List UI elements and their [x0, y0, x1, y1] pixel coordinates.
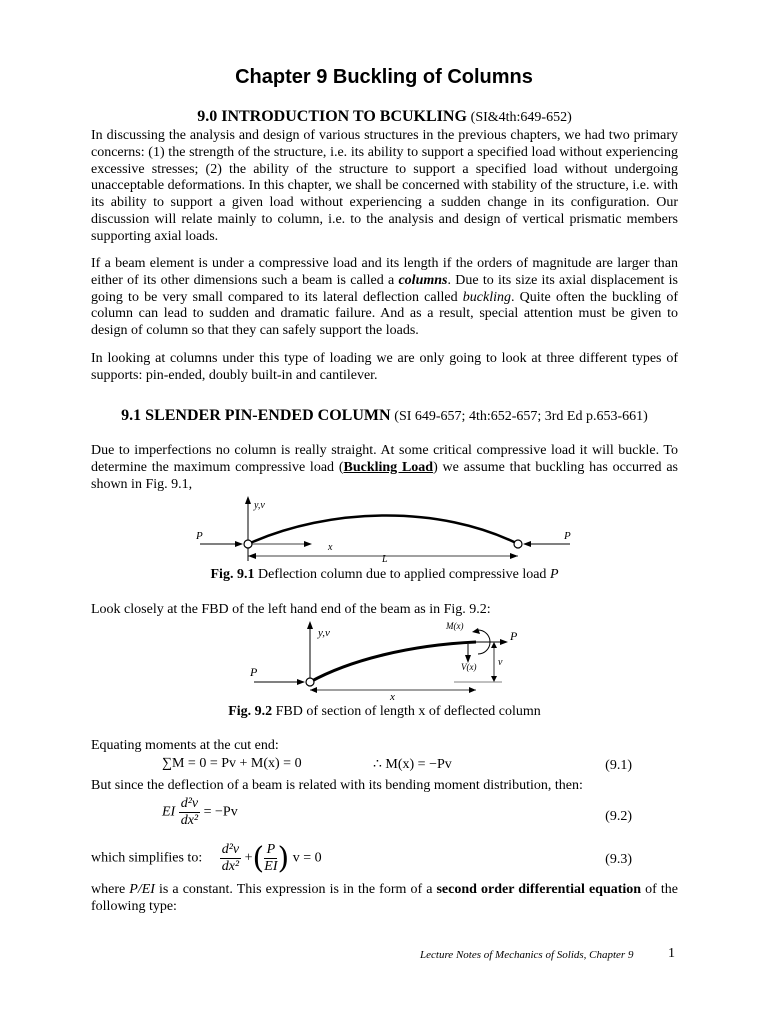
eq-ei: EI	[162, 804, 176, 820]
length-label: L	[382, 554, 388, 565]
term-second-order: second order differential equation	[436, 882, 642, 897]
load-label-right: P	[510, 629, 518, 643]
text: . Due to its size its axial displacement is going to be very small compared to its lateral deflection called	[91, 272, 678, 305]
section-title: 9.0 INTRODUCTION TO BCUKLING	[197, 108, 467, 125]
numerator: d²v	[221, 842, 240, 857]
denominator: dx²	[180, 813, 199, 828]
term-buckling-load: Buckling Load	[343, 459, 434, 475]
equation-number-9-3: (9.3)	[605, 852, 632, 867]
footer-text: Lecture Notes of Mechanics of Solids, Chapter 9	[420, 949, 634, 961]
text: where	[91, 882, 130, 897]
load-label-right: P	[564, 530, 571, 542]
text: . Quite often the buckling of column can lead to sudden and dramatic failure. And as a result, special attention must be given to design of column so that they can safely support the loads.	[91, 289, 678, 339]
section-title: 9.1 SLENDER PIN-ENDED COLUMN	[121, 407, 391, 424]
numerator: P	[264, 842, 277, 859]
equation-number-9-2: (9.2)	[605, 809, 632, 824]
equation-9-1-rhs: ∴ M(x) = −Pv	[373, 757, 452, 772]
length-label: x	[390, 691, 395, 703]
caption-label: Fig. 9.2	[228, 704, 273, 719]
page-number: 1	[668, 946, 675, 961]
figure-9-2	[240, 618, 540, 703]
text: is a constant. This expression is in the form of a	[154, 882, 437, 897]
term-buckling: buckling	[462, 289, 511, 305]
denominator: dx²	[221, 859, 240, 874]
eq-rhs: v = 0	[292, 850, 322, 866]
equation-number-9-1: (9.1)	[605, 758, 632, 773]
paragraph-deflection: But since the deflection of a beam is related with its bending moment distribution, then:	[91, 778, 583, 793]
deflection-label: v	[498, 657, 503, 668]
axis-label-x: x	[328, 542, 333, 553]
term-p-ei: P/EI	[129, 882, 155, 897]
denominator: EI	[264, 859, 278, 874]
paragraph-intro: In discussing the analysis and design of various structures in the previous chapters, we had two primary concerns: (1) the strength of the structure, i.e. its ability to support a specified load without experiencing excessive stresses; (2) the ability of the structure to support a specified load without undergoing unacceptable deformations. In this chapter, we shall be concerned with stability of the structure, i.e. with its ability to support a given load without experiencing a sudden change in its configuration. Our discussion will relate mainly to column, i.e. to the analysis and design of vertical prismatic members supporting axial loads.	[91, 128, 678, 244]
load-label-left: P	[196, 530, 203, 542]
fraction	[220, 842, 241, 875]
axis-label-yv: y,v	[254, 500, 265, 511]
figure-9-1	[190, 495, 590, 567]
paragraph-buckling-load	[91, 443, 678, 493]
text: ) we assume that buckling has occurred as shown in Fig. 9.1,	[91, 459, 678, 492]
moment-label: M(x)	[446, 621, 464, 631]
numerator: d²v	[180, 796, 199, 811]
axis-label-yv: y,v	[318, 627, 330, 639]
text: of the following type:	[91, 882, 678, 914]
paragraph-columns	[91, 256, 678, 340]
text: If a beam element is under a compressive load and its length if the orders of magnitude are larger than either of its other dimensions such a beam is called a	[91, 256, 678, 288]
equation-9-2	[162, 796, 238, 829]
paragraph-equating: Equating moments at the cut end:	[91, 738, 279, 753]
paragraph-fbd: Look closely at the FBD of the left hand end of the beam as in Fig. 9.2:	[91, 602, 491, 617]
eq-lead-text: which simplifies to:	[91, 850, 203, 866]
paragraph-supports: In looking at columns under this type of loading we are only going to look at three different types of supports: pin-ended, doubly built-in and cantilever.	[91, 351, 678, 383]
section-heading-9-1	[91, 407, 678, 425]
section-reference: (SI&4th:649-652)	[470, 110, 572, 125]
section-reference: (SI 649-657; 4th:652-657; 3rd Ed p.653-661)	[394, 409, 648, 424]
caption-variable: P	[549, 567, 559, 582]
paragraph-constant	[91, 882, 678, 916]
equation-9-1-lhs: ∑M = 0 = Pv + M(x) = 0	[162, 756, 302, 771]
text: Due to imperfections no column is really straight. At some critical compressive load it will buckle. To determine the maximum compressive load (	[91, 443, 678, 475]
term-columns: columns	[398, 272, 448, 288]
figure-9-1-caption	[91, 567, 678, 583]
caption-label: Fig. 9.1	[210, 567, 255, 582]
caption-text: FBD of section of length x of deflected column	[272, 704, 541, 719]
load-label-left: P	[250, 665, 258, 679]
figure-9-2-caption	[91, 704, 678, 720]
shear-label: V(x)	[461, 662, 477, 672]
fraction	[179, 796, 200, 829]
chapter-title: Chapter 9 Buckling of Columns	[235, 66, 533, 88]
section-heading-9-0	[91, 108, 678, 126]
caption-text: Deflection column due to applied compressive load	[254, 567, 550, 582]
equation-9-3: which simplifies to: $\frac{\text{d²v}}{\text{dx²}}$ +( $\frac{P}{EI}$ ) v = 0	[91, 841, 322, 876]
eq-rhs: = −Pv	[203, 804, 238, 820]
fraction	[264, 842, 277, 875]
